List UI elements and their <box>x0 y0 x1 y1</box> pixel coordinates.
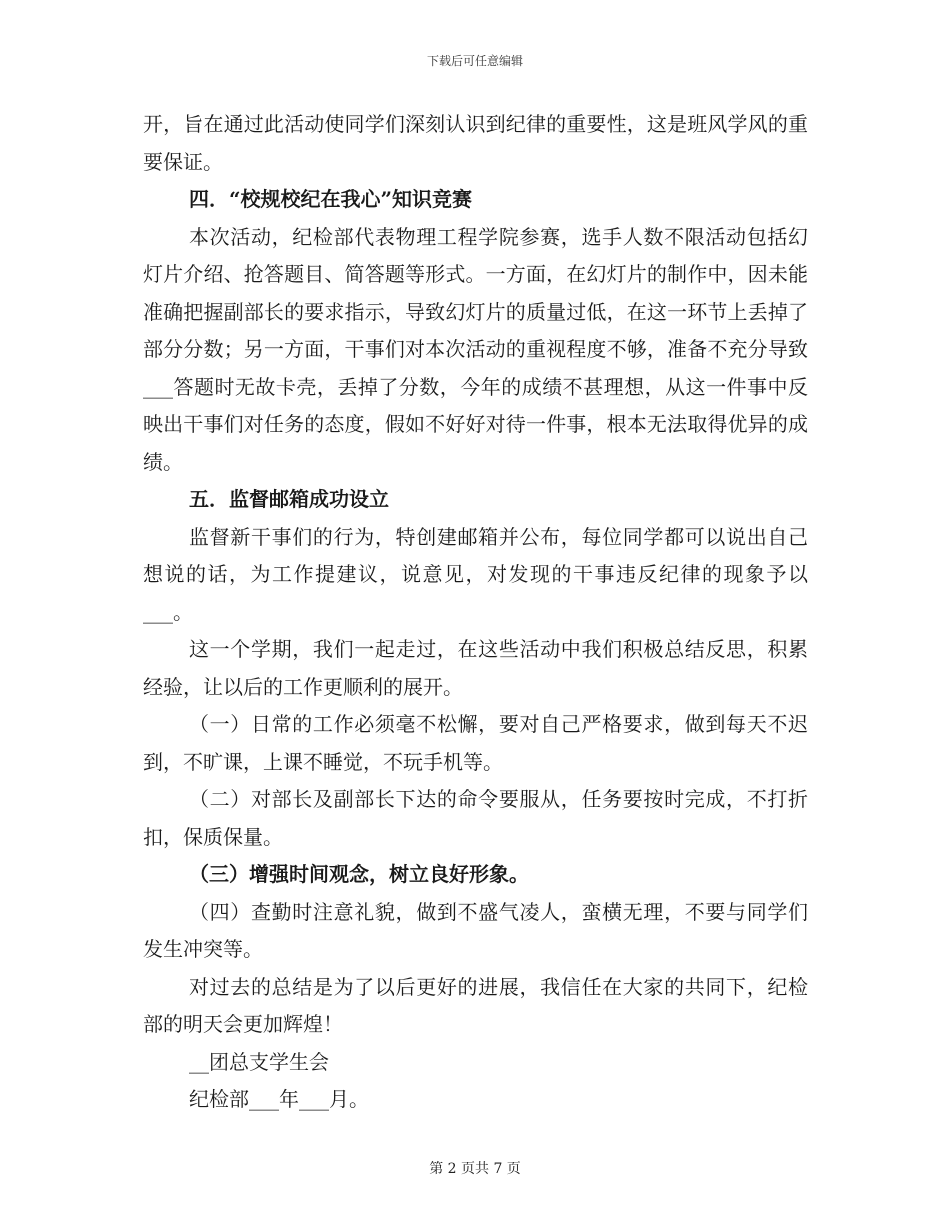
paragraph-continuation: 开，旨在通过此活动使同学们深刻认识到纪律的重要性，这是班风学风的重要保证。 <box>143 112 808 174</box>
signature-organization: __团总支学生会 <box>189 1049 329 1074</box>
signature-date: 纪检部___年___月。 <box>189 1087 369 1111</box>
list-item-2: （二）对部长及副部长下达的命令要服从，任务要按时完成，不打折扣，保质保量。 <box>143 787 808 849</box>
paragraph-closing: 对过去的总结是为了以后更好的进展，我信任在大家的共同下，纪检部的明天会更加辉煌！ <box>143 974 808 1036</box>
list-item-1: （一）日常的工作必须毫不松懈，要对自己严格要求，做到每天不迟到，不旷课，上课不睡觉，不玩手机等。 <box>143 712 808 774</box>
section-heading-5: 五．监督邮箱成功设立 <box>189 487 389 511</box>
list-item-4: （四）查勤时注意礼貌，做到不盛气凌人，蛮横无理，不要与同学们发生冲突等。 <box>143 899 808 961</box>
document-body <box>143 106 808 1119</box>
page-header: 下载后可任意编辑 <box>426 54 523 68</box>
paragraph-summary: 这一个学期，我们一起走过，在这些活动中我们积极总结反思，积累经验，让以后的工作更顺利的展开。 <box>143 637 808 699</box>
section-heading-4: 四．“校规校纪在我心”知识竞赛 <box>189 187 473 211</box>
page-footer: 第 2 页共 7 页 <box>429 1161 521 1177</box>
paragraph-mailbox: 监督新干事们的行为，特创建邮箱并公布，每位同学都可以说出自己想说的话，为工作提建议，说意见，对发现的干事违反纪律的现象予以___。 <box>143 524 808 624</box>
list-item-3: （三）增强时间观念，树立良好形象。 <box>189 862 529 886</box>
paragraph-competition: 本次活动，纪检部代表物理工程学院参赛，选手人数不限活动包括幻灯片介绍、抢答题目、简答题等形式。一方面，在幻灯片的制作中，因未能准确把握副部长的要求指示，导致幻灯片的质量过低，在这一环节上丢掉了部分分数；另一方面，干事们对本次活动的重视程度不够，准备不充分导致___答题时无故卡壳，丢掉了分数，今年的成绩不甚理想，从这一件事中反映出干事们对任务的态度，假如不好好对待一件事，根本无法取得优异的成绩。 <box>143 224 808 474</box>
